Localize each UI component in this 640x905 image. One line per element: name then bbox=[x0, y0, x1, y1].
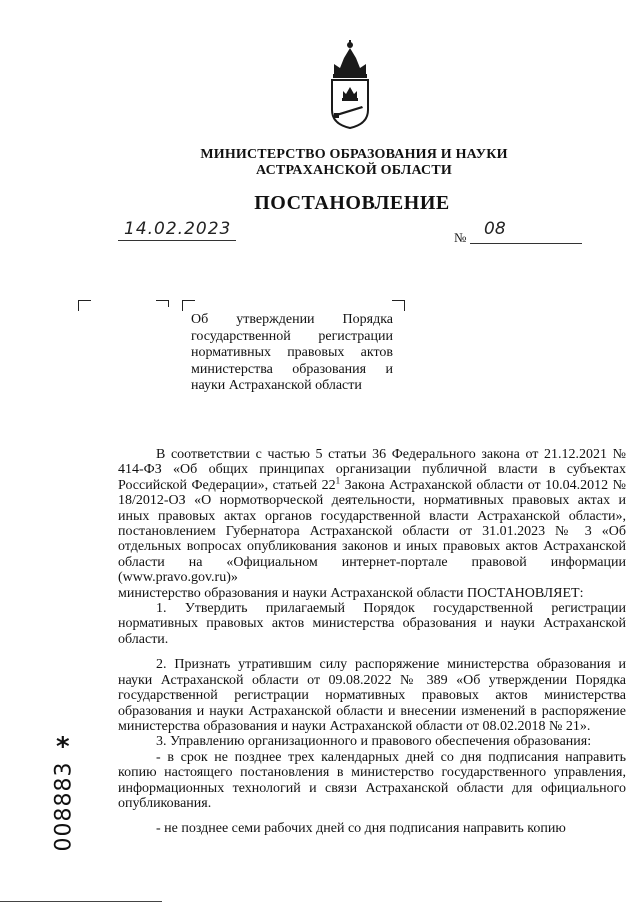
footer-rule bbox=[0, 901, 162, 902]
preamble-text-1: В соответствии с частью 5 статьи 36 Федерального закона от 21.12.2021 № 414-ФЗ «Об общих принципах организации публичной власти в субъектах Российской Федерации», статьей 22 bbox=[118, 447, 626, 493]
ministry-line-1: МИНИСТЕРСТВО ОБРАЗОВАНИЯ И НАУКИ bbox=[200, 147, 508, 162]
item-2: 2. Признать утратившим силу распоряжение министерства образования и науки Астраханской области от 09.08.2022 № 389 «Об утверждении Порядка государственной регистрации нормативных правовых актов министерства образования и науки Астраханской области и внесении изменений в распоряжение министерства образования и науки Астраханской области от 08.02.2018 № 21». bbox=[118, 657, 626, 734]
item-1: 1. Утвердить прилагаемый Порядок государственной регистрации нормативных правовых актов министерства образования и науки Астраханской области. bbox=[118, 601, 626, 647]
preamble-superscript: 1 bbox=[335, 475, 341, 486]
corner-bracket-mid-left bbox=[182, 300, 195, 311]
stamp-number: 008883 bbox=[51, 761, 77, 852]
document-subject: Об утверждении Порядка государственной регистрации нормативных правовых актов министерства образования и науки Астраханской области bbox=[191, 312, 393, 393]
document-type-label: ПОСТАНОВЛЕНИЕ bbox=[254, 192, 450, 214]
date-underline bbox=[118, 240, 236, 241]
corner-bracket-left bbox=[78, 300, 91, 311]
coat-of-arms-emblem bbox=[326, 40, 374, 130]
corner-bracket-mid-right bbox=[156, 300, 169, 307]
preamble-text-2: Закона Астраханской области от 10.04.2012 № 18/2012-ОЗ «О нормотворческой деятельности, нормативных правовых актах и иных правовых актах органов государственной власти Астраханской области», постановлением Губернатора Астраханской области от 31.01.2023 № 3 «Об отдельных вопросах опубликования законов и иных правовых актов Астраханской области на «Официальном интернет-портале правовой информации (www.pravo.gov.ru)» bbox=[118, 477, 626, 586]
document-number: 08 bbox=[484, 219, 506, 239]
registration-stamp bbox=[44, 748, 84, 852]
document-date: 14.02.2023 bbox=[124, 219, 232, 239]
preamble-paragraph bbox=[118, 447, 626, 586]
item-3: 3. Управлению организационного и правового обеспечения образования: bbox=[156, 734, 592, 750]
corner-bracket-right bbox=[392, 300, 405, 311]
document-body bbox=[118, 447, 626, 837]
item-3-b: - не позднее семи рабочих дней со дня подписания направить копию bbox=[156, 821, 566, 837]
decree-line: министерство образования и науки Астраханской области ПОСТАНОВЛЯЕТ: bbox=[118, 585, 584, 601]
ministry-heading bbox=[0, 147, 640, 179]
number-underline bbox=[470, 243, 582, 244]
document-type-title bbox=[0, 192, 640, 215]
item-3-a: - в срок не позднее трех календарных дней со дня подписания направить копию настоящего постановления в министерство государственного управления, информационных технологий и связи Астраханской области для официального опубликования. bbox=[118, 749, 626, 811]
stamp-star: * bbox=[56, 732, 70, 762]
document-number-label: № bbox=[454, 230, 467, 245]
ministry-line-2: АСТРАХАНСКОЙ ОБЛАСТИ bbox=[255, 163, 452, 178]
